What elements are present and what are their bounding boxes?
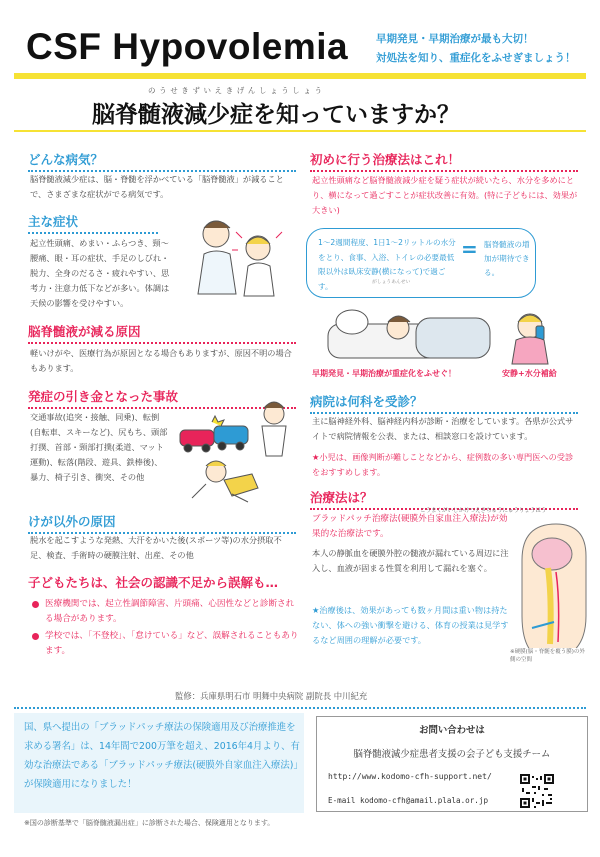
page-title-english: CSF Hypovolemia — [26, 26, 349, 67]
footer-divider — [14, 707, 586, 709]
text-what-disease: 脳脊髄液減少症は、脳・脊髄を浮かべている「脳脊髄液」が減ることで、さまざまな症状がでる病気です。 — [30, 174, 284, 199]
rest-and-hydration-illustration — [308, 300, 578, 366]
list-item-text: 学校では、「不登校」、「怠けている」など、誤解されることもあります。 — [45, 631, 299, 656]
heading-triggering-accidents: 発症の引き金となった事故 — [28, 387, 296, 409]
rest-hydration-label: 安静+水分補給 — [502, 369, 557, 378]
heading-what-disease: どんな病気？ — [28, 150, 296, 172]
children-misunderstanding-list — [32, 597, 302, 661]
tagline-line-2: 対処法を知り、重症化をふせぎましょう！ — [376, 52, 576, 64]
text-non-injury-causes: 脱水を起こすような発熱、大汗をかいた後(スポーツ等)の水分摂取不足、検査、手術時の硬膜注射、出産、その他 — [30, 535, 282, 560]
spine-anatomy-illustration — [512, 520, 588, 648]
header-divider — [14, 73, 586, 79]
contact-organization: 脳脊髄液減少症患者支援の会子ども支援チーム — [353, 749, 551, 760]
text-which-department: 主に脳神経外科、脳神経内科が診断・治療をしています。各県が公式サイトで病院情報を公表、または、相談窓口を設けています。 — [312, 416, 574, 441]
text-blood-patch-method: 本人の静脈血を硬膜外腔の髄液が漏れている周辺に注入し、血液が固まる性質を利用して漏れを塞ぐ。 — [312, 548, 509, 573]
bullet-icon — [32, 633, 39, 640]
text-blood-patch-intro: ブラッドパッチ治療法(硬膜外自家血注入療法)が効果的な治療法です。 — [312, 514, 508, 539]
heading-first-treatment: 初めに行う治療法はこれ！ — [310, 150, 578, 172]
water-intake-result: 脳脊髄液の増加が期待できる。 — [484, 240, 530, 277]
equals-sign: = — [461, 237, 478, 261]
treatment-ruby: こうまくがいじかけつえきちゅうにゅうりょうほう — [420, 508, 547, 514]
contact-email-link[interactable]: E-mail kodomo-cfh@amail.plala.or.jp — [328, 796, 489, 805]
petition-info-text: 国、県へ提出の「ブラッドパッチ療法の保険適用及び治療推進を求める署名」は、14年間で200万筆を超え、2016年4月より、有効な治療法である「ブラッドパッチ療法(硬膜外自家血注入療法)」が保険適用になりました！ — [24, 722, 300, 790]
text-symptoms: 起立性頭痛、めまい・ふらつき、頸～腰痛、眼・耳の症状、手足のしびれ・脱力、全身のだるさ・疲れやすい、思考力・注意力低下などが多い。体調は天候の影響を受けやすい。 — [30, 238, 170, 308]
heading-causes: 脳脊髄液が減る原因 — [28, 322, 296, 344]
headache-illustration — [176, 214, 300, 318]
qr-code-icon[interactable] — [520, 774, 554, 808]
contact-title: お問い合わせは — [419, 725, 485, 736]
text-post-treatment-note: ★治療後は、効果があっても数ヶ月間は重い物は持たない、体への強い衝撃を避ける、体育の授業は見学するなど周囲の理解が必要です。 — [312, 605, 509, 645]
list-item-text: 医療機関では、起立性調節障害、片頭痛、心因性などと診断される場合があります。 — [45, 599, 295, 624]
text-causes: 軽いけがや、医療行為が原因となる場合もありますが、原因不明の場合もあります。 — [30, 348, 292, 373]
bullet-icon — [32, 601, 39, 608]
list-item — [32, 597, 302, 627]
title-ruby: のうせきずいえきげんしょうしょう — [148, 86, 326, 95]
accident-illustration — [176, 400, 296, 504]
water-intake-text: 1～2週間程度、1日1～2リットルの水分をとり、食事、入浴、トイレの必要最低限以外は臥床安静(横になって)で過ごす。 — [318, 238, 456, 291]
page-title: 脳脊髄液減少症を知っていますか？ — [92, 102, 460, 128]
text-first-treatment: 起立性頭痛など脳脊髄液減少症を疑う症状が続いたら、水分を多めにとり、横になって過ごすことが症状改善に有効。(特に子どもには、効果が大きい) — [312, 175, 578, 215]
early-treatment-label: 早期発見・早期治療が重症化をふせぐ！ — [312, 369, 456, 378]
heading-non-injury-causes: けが以外の原因 — [28, 512, 296, 534]
water-intake-ruby: がしょうあんせい — [372, 280, 411, 285]
title-divider — [14, 130, 586, 132]
contact-website-link[interactable]: http://www.kodomo-cfh-support.net/ — [328, 772, 492, 781]
heading-children-misunderstanding: 子どもたちは、社会の認識不足から誤解も… — [28, 575, 279, 590]
note-pediatric-referral: ★小児は、画像判断が難しことなどから、症例数の多い専門医への受診をおすすめします。 — [312, 452, 574, 477]
insurance-footnote: ※国の診断基準で「脳脊髄液漏出症」に診断された場合、保険適用となります。 — [24, 819, 275, 827]
figure-caption: ※硬膜(脳・脊髄を覆う膜)の外側の空間 — [510, 649, 585, 663]
text-triggering-accidents: 交通事故(追突・接触、同乗)、転倒(自転車、スキーなど)、尻もち、頭部打撲、首部・頸部打撲(柔道、マット運動)、転落(階段、遊具、鉄棒後)、暴力、椅子引き、衝突、その他 — [30, 412, 168, 482]
heading-which-department: 病院は何科を受診？ — [310, 392, 578, 414]
heading-treatment: 治療法は？ — [310, 488, 578, 510]
tagline-line-1: 早期発見・早期治療が最も大切！ — [376, 33, 534, 45]
supervision-credit: 監修：兵庫県明石市 明舞中央病院 副院長 中川紀充 — [175, 691, 368, 701]
list-item — [32, 629, 302, 659]
heading-symptoms: 主な症状 — [28, 212, 158, 234]
